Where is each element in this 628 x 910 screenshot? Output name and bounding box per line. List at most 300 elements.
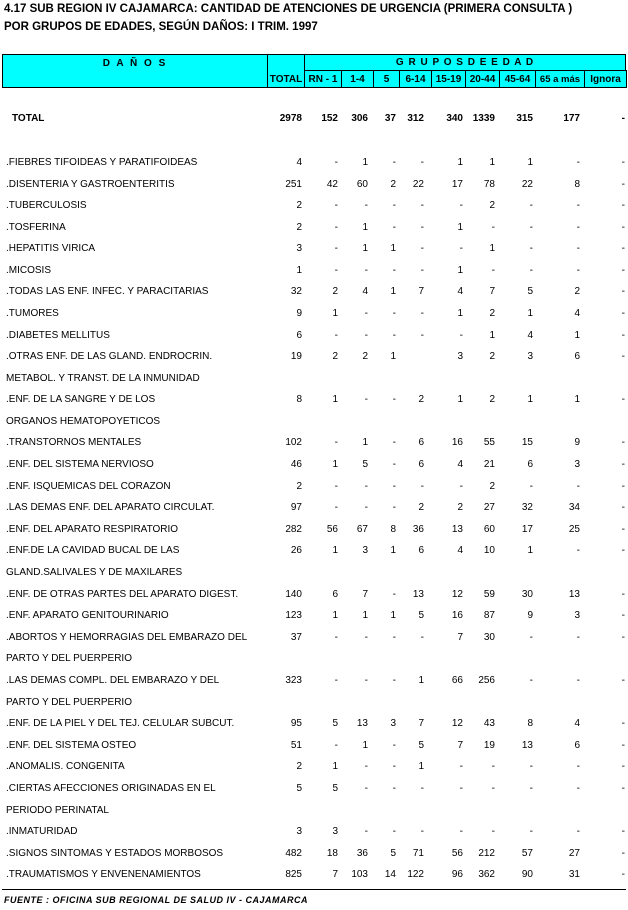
- row-total: 3: [296, 826, 302, 837]
- row-label: METABOL. Y TRANST. DE LA INMUNIDAD: [6, 373, 200, 384]
- row-value: -: [491, 222, 495, 233]
- row-value: 340: [446, 113, 463, 124]
- row-label: .TUMORES: [6, 308, 59, 319]
- row-value: -: [392, 740, 396, 751]
- row-value: -: [459, 330, 463, 341]
- row-value: -: [392, 200, 396, 211]
- row-value: 25: [568, 524, 580, 535]
- row-total: 97: [290, 502, 302, 513]
- row-value: 1: [489, 157, 495, 168]
- row-value: -: [459, 783, 463, 794]
- row-value: 34: [568, 502, 580, 513]
- row-value: 90: [521, 869, 533, 880]
- row-label: .TODAS LAS ENF. INFEC. Y PARACITARIAS: [6, 286, 209, 297]
- row-value: 12: [451, 718, 463, 729]
- row-value: -: [392, 783, 396, 794]
- row-value: 4: [457, 286, 463, 297]
- row-value: -: [364, 826, 368, 837]
- row-value: -: [334, 675, 338, 686]
- row-value: -: [491, 265, 495, 276]
- row-value: -: [576, 481, 580, 492]
- row-total: 1: [296, 265, 302, 276]
- row-value: 17: [521, 524, 533, 535]
- row-value: -: [576, 545, 580, 556]
- row-value: 1: [574, 394, 580, 405]
- row-value: 5: [527, 286, 533, 297]
- row-value: -: [392, 502, 396, 513]
- row-value: -: [334, 330, 338, 341]
- row-value: 1: [527, 545, 533, 556]
- row-value: -: [364, 330, 368, 341]
- row-value: 6: [332, 589, 338, 600]
- row-label: .ANOMALIS. CONGENITA: [6, 761, 125, 772]
- row-value: 306: [351, 113, 368, 124]
- row-value: -: [621, 113, 625, 124]
- row-value: 60: [356, 179, 368, 190]
- row-value: -: [621, 222, 625, 233]
- row-value: -: [621, 589, 625, 600]
- row-value: -: [621, 783, 625, 794]
- row-value: 6: [574, 351, 580, 362]
- row-value: -: [621, 351, 625, 362]
- row-value: -: [621, 265, 625, 276]
- row-label: .CIERTAS AFECCIONES ORIGINADAS EN EL: [6, 783, 216, 794]
- row-value: -: [334, 632, 338, 643]
- row-value: 1: [362, 740, 368, 751]
- row-total: 102: [285, 437, 302, 448]
- row-label: .ENF.DE LA CAVIDAD BUCAL DE LAS: [6, 545, 180, 556]
- row-value: 3: [574, 610, 580, 621]
- row-value: -: [621, 308, 625, 319]
- row-total: 46: [290, 459, 302, 470]
- row-value: 1: [527, 394, 533, 405]
- row-value: 1: [418, 675, 424, 686]
- header-age-group: 6-14: [399, 70, 432, 88]
- row-label: .ENF. DEL SISTEMA OSTEO: [6, 740, 137, 751]
- row-value: 9: [574, 437, 580, 448]
- row-value: -: [459, 243, 463, 254]
- row-value: 13: [356, 718, 368, 729]
- row-value: 56: [451, 848, 463, 859]
- row-value: 256: [478, 675, 495, 686]
- row-value: -: [529, 675, 533, 686]
- row-total: 2: [296, 222, 302, 233]
- row-value: -: [392, 222, 396, 233]
- row-label: PARTO Y DEL PUERPERIO: [6, 697, 132, 708]
- header-age-group: 1-4: [341, 70, 374, 88]
- row-value: 42: [326, 179, 338, 190]
- header-total: TOTAL: [267, 54, 305, 88]
- row-label: .ENF. APARATO GENITOURINARIO: [6, 610, 169, 621]
- row-value: -: [392, 330, 396, 341]
- row-value: 37: [384, 113, 396, 124]
- row-value: 4: [457, 545, 463, 556]
- row-value: 5: [418, 610, 424, 621]
- row-total: 37: [290, 632, 302, 643]
- row-value: -: [621, 740, 625, 751]
- row-value: 1: [390, 286, 396, 297]
- row-value: -: [621, 437, 625, 448]
- row-value: -: [576, 222, 580, 233]
- row-value: 31: [568, 869, 580, 880]
- row-value: -: [621, 610, 625, 621]
- row-value: -: [420, 330, 424, 341]
- row-value: -: [364, 265, 368, 276]
- row-value: 4: [574, 718, 580, 729]
- row-label: .LAS DEMAS COMPL. DEL EMBARAZO Y DEL: [6, 675, 220, 686]
- row-value: -: [334, 740, 338, 751]
- row-value: -: [529, 265, 533, 276]
- row-value: -: [334, 200, 338, 211]
- row-value: -: [576, 243, 580, 254]
- row-value: 6: [418, 459, 424, 470]
- row-label: .ENF. DE OTRAS PARTES DEL APARATO DIGEST.: [6, 589, 239, 600]
- row-value: 1: [332, 308, 338, 319]
- row-value: 3: [574, 459, 580, 470]
- row-value: 7: [457, 740, 463, 751]
- row-value: 22: [521, 179, 533, 190]
- row-value: -: [420, 481, 424, 492]
- row-value: -: [621, 869, 625, 880]
- row-value: 27: [568, 848, 580, 859]
- row-value: 4: [362, 286, 368, 297]
- row-value: -: [529, 481, 533, 492]
- row-value: 5: [390, 848, 396, 859]
- row-value: 1: [332, 545, 338, 556]
- row-value: -: [420, 265, 424, 276]
- row-value: 1: [332, 459, 338, 470]
- row-label: .SIGNOS SINTOMAS Y ESTADOS MORBOSOS: [6, 848, 224, 859]
- row-value: -: [334, 502, 338, 513]
- row-value: -: [576, 761, 580, 772]
- row-value: -: [621, 545, 625, 556]
- row-value: -: [621, 632, 625, 643]
- row-value: -: [529, 761, 533, 772]
- row-value: 1: [390, 610, 396, 621]
- row-label: ORGANOS HEMATOPOYETICOS: [6, 416, 161, 427]
- row-total: 4: [296, 157, 302, 168]
- row-label: PARTO Y DEL PUERPERIO: [6, 653, 132, 664]
- row-total: 9: [296, 308, 302, 319]
- row-value: 122: [407, 869, 424, 880]
- row-value: -: [420, 826, 424, 837]
- row-value: -: [392, 481, 396, 492]
- row-total: 5: [296, 783, 302, 794]
- row-total: 95: [290, 718, 302, 729]
- row-value: 4: [457, 459, 463, 470]
- row-total: 251: [285, 179, 302, 190]
- row-label: .INMATURIDAD: [6, 826, 78, 837]
- row-value: 13: [568, 589, 580, 600]
- row-label: .ABORTOS Y HEMORRAGIAS DEL EMBARAZO DEL: [6, 632, 248, 643]
- row-value: -: [392, 632, 396, 643]
- row-value: 1: [574, 330, 580, 341]
- row-label: .ENF. DEL SISTEMA NERVIOSO: [6, 459, 154, 470]
- row-value: 30: [521, 589, 533, 600]
- row-label: .DIABETES MELLITUS: [6, 330, 110, 341]
- row-label: .TRANSTORNOS MENTALES: [6, 437, 142, 448]
- row-total: 2: [296, 761, 302, 772]
- row-value: 152: [321, 113, 338, 124]
- row-total: 2978: [279, 113, 302, 124]
- row-value: -: [334, 157, 338, 168]
- row-value: 4: [574, 308, 580, 319]
- header-age-group: 20-44: [465, 70, 500, 88]
- row-value: -: [529, 826, 533, 837]
- row-value: 177: [563, 113, 580, 124]
- row-value: 7: [362, 589, 368, 600]
- row-label: .LAS DEMAS ENF. DEL APARATO CIRCULAT.: [6, 502, 215, 513]
- row-value: -: [392, 826, 396, 837]
- row-value: -: [420, 222, 424, 233]
- footer-divider: [2, 889, 626, 890]
- row-value: 1: [390, 243, 396, 254]
- row-value: 1: [489, 243, 495, 254]
- row-value: 1: [457, 308, 463, 319]
- row-total: 140: [285, 589, 302, 600]
- row-value: -: [392, 589, 396, 600]
- row-label: .ENF. DE LA SANGRE Y DE LOS: [6, 394, 156, 405]
- row-value: 2: [418, 394, 424, 405]
- row-value: -: [621, 675, 625, 686]
- row-value: -: [529, 222, 533, 233]
- row-value: 66: [451, 675, 463, 686]
- row-value: 7: [418, 718, 424, 729]
- row-value: 6: [418, 437, 424, 448]
- row-value: -: [420, 243, 424, 254]
- row-total: 2: [296, 481, 302, 492]
- row-label: .TOSFERINA: [6, 222, 66, 233]
- row-label: .FIEBRES TIFOIDEAS Y PARATIFOIDEAS: [6, 157, 198, 168]
- row-value: 2: [489, 481, 495, 492]
- row-total: 323: [285, 675, 302, 686]
- row-value: 32: [521, 502, 533, 513]
- row-value: 1: [489, 330, 495, 341]
- row-value: 1: [457, 265, 463, 276]
- row-value: 15: [521, 437, 533, 448]
- row-value: 2: [574, 286, 580, 297]
- row-value: -: [621, 200, 625, 211]
- row-value: 2: [332, 286, 338, 297]
- row-value: -: [364, 481, 368, 492]
- row-value: -: [576, 783, 580, 794]
- header-age-group: 5: [373, 70, 400, 88]
- row-value: 30: [483, 632, 495, 643]
- row-value: -: [621, 179, 625, 190]
- row-value: 57: [521, 848, 533, 859]
- row-value: 1: [390, 351, 396, 362]
- row-total: 51: [290, 740, 302, 751]
- row-value: 7: [489, 286, 495, 297]
- row-label: .TUBERCULOSIS: [6, 200, 87, 211]
- row-value: 3: [390, 718, 396, 729]
- row-value: 2: [332, 351, 338, 362]
- row-value: 6: [574, 740, 580, 751]
- row-value: -: [392, 157, 396, 168]
- row-value: 36: [356, 848, 368, 859]
- row-label: TOTAL: [12, 113, 45, 124]
- row-value: 3: [457, 351, 463, 362]
- row-value: -: [334, 222, 338, 233]
- row-value: 13: [412, 589, 424, 600]
- row-value: 87: [483, 610, 495, 621]
- row-value: -: [334, 481, 338, 492]
- row-value: 21: [483, 459, 495, 470]
- row-total: 825: [285, 869, 302, 880]
- row-value: -: [621, 502, 625, 513]
- row-value: -: [392, 675, 396, 686]
- row-value: -: [621, 524, 625, 535]
- row-value: 315: [516, 113, 533, 124]
- row-value: -: [459, 761, 463, 772]
- row-value: 4: [527, 330, 533, 341]
- row-value: 7: [332, 869, 338, 880]
- row-value: 2: [418, 502, 424, 513]
- row-value: 17: [451, 179, 463, 190]
- header-age-group: 15-19: [431, 70, 466, 88]
- row-value: -: [364, 783, 368, 794]
- row-value: -: [420, 783, 424, 794]
- row-value: 36: [412, 524, 424, 535]
- row-value: 1: [527, 157, 533, 168]
- row-value: -: [334, 437, 338, 448]
- row-value: -: [621, 394, 625, 405]
- row-total: 3: [296, 243, 302, 254]
- row-value: -: [459, 826, 463, 837]
- row-value: 2: [457, 502, 463, 513]
- row-value: 14: [384, 869, 396, 880]
- row-value: 18: [326, 848, 338, 859]
- row-value: 1: [390, 545, 396, 556]
- header-age-group: RN - 1: [304, 70, 342, 88]
- row-value: 1: [362, 243, 368, 254]
- row-label: .HEPATITIS VIRICA: [6, 243, 96, 254]
- row-value: 7: [418, 286, 424, 297]
- row-value: -: [621, 157, 625, 168]
- row-total: 123: [285, 610, 302, 621]
- row-total: 2: [296, 200, 302, 211]
- row-label: .MICOSIS: [6, 265, 52, 276]
- header-danos: D A Ñ O S: [2, 54, 268, 88]
- row-value: 22: [412, 179, 424, 190]
- row-value: -: [334, 243, 338, 254]
- row-value: -: [529, 200, 533, 211]
- row-value: 103: [351, 869, 368, 880]
- row-value: -: [364, 394, 368, 405]
- row-value: 8: [527, 718, 533, 729]
- row-value: 5: [418, 740, 424, 751]
- row-value: -: [529, 632, 533, 643]
- row-value: 7: [457, 632, 463, 643]
- row-value: -: [491, 761, 495, 772]
- header-age-group: Ignora: [584, 70, 627, 88]
- row-total: 282: [285, 524, 302, 535]
- row-value: 2: [489, 351, 495, 362]
- row-value: 1: [457, 157, 463, 168]
- row-value: -: [364, 308, 368, 319]
- row-value: 1: [332, 610, 338, 621]
- row-value: 8: [574, 179, 580, 190]
- row-value: 6: [418, 545, 424, 556]
- row-value: -: [364, 502, 368, 513]
- row-label: GLAND.SALIVALES Y DE MAXILARES: [6, 567, 183, 578]
- row-value: 5: [362, 459, 368, 470]
- row-value: -: [576, 265, 580, 276]
- row-value: 13: [521, 740, 533, 751]
- row-value: -: [576, 157, 580, 168]
- row-value: 59: [483, 589, 495, 600]
- row-value: -: [364, 200, 368, 211]
- row-total: 26: [290, 545, 302, 556]
- row-label: .ENF. DEL APARATO RESPIRATORIO: [6, 524, 179, 535]
- row-value: -: [459, 481, 463, 492]
- row-value: -: [334, 265, 338, 276]
- title-line-2: POR GRUPOS DE EDADES, SEGÚN DAÑOS: I TRIM. 1997: [4, 21, 318, 33]
- row-value: 2: [390, 179, 396, 190]
- row-value: -: [621, 330, 625, 341]
- row-value: 9: [527, 610, 533, 621]
- row-value: -: [621, 826, 625, 837]
- row-value: 1: [362, 437, 368, 448]
- row-value: -: [491, 826, 495, 837]
- row-value: 16: [451, 437, 463, 448]
- row-value: 1: [362, 222, 368, 233]
- row-value: 2: [489, 308, 495, 319]
- row-value: 1: [457, 394, 463, 405]
- row-total: 6: [296, 330, 302, 341]
- row-value: 60: [483, 524, 495, 535]
- row-label: PERIODO PERINATAL: [6, 805, 109, 816]
- row-value: 1: [362, 157, 368, 168]
- row-value: 3: [527, 351, 533, 362]
- row-value: 2: [489, 394, 495, 405]
- row-value: -: [420, 308, 424, 319]
- row-value: -: [392, 437, 396, 448]
- row-value: 5: [332, 783, 338, 794]
- row-value: 212: [478, 848, 495, 859]
- row-value: -: [529, 783, 533, 794]
- row-value: 12: [451, 589, 463, 600]
- row-value: 55: [483, 437, 495, 448]
- row-value: -: [364, 675, 368, 686]
- row-label: .TRAUMATISMOS Y ENVENENAMIENTOS: [6, 869, 201, 880]
- row-value: 5: [332, 718, 338, 729]
- row-label: .ENF. ISQUEMICAS DEL CORAZON: [6, 481, 171, 492]
- header-grupos-de-edad: G R U P O S D E E D A D: [304, 54, 626, 71]
- row-value: 19: [483, 740, 495, 751]
- row-value: 78: [483, 179, 495, 190]
- row-value: 1: [457, 222, 463, 233]
- header-age-group: 45-64: [499, 70, 536, 88]
- row-value: -: [392, 459, 396, 470]
- row-value: 1339: [472, 113, 495, 124]
- row-value: -: [621, 286, 625, 297]
- row-value: -: [364, 632, 368, 643]
- row-value: -: [392, 265, 396, 276]
- row-value: -: [621, 459, 625, 470]
- row-value: -: [459, 200, 463, 211]
- row-value: 6: [527, 459, 533, 470]
- row-value: 71: [412, 848, 424, 859]
- row-value: -: [621, 761, 625, 772]
- row-value: 96: [451, 869, 463, 880]
- row-value: 1: [332, 394, 338, 405]
- row-value: -: [621, 243, 625, 254]
- row-total: 19: [290, 351, 302, 362]
- source-footer: FUENTE : OFICINA SUB REGIONAL DE SALUD IV - CAJAMARCA: [4, 895, 309, 905]
- row-value: 8: [390, 524, 396, 535]
- row-value: -: [576, 632, 580, 643]
